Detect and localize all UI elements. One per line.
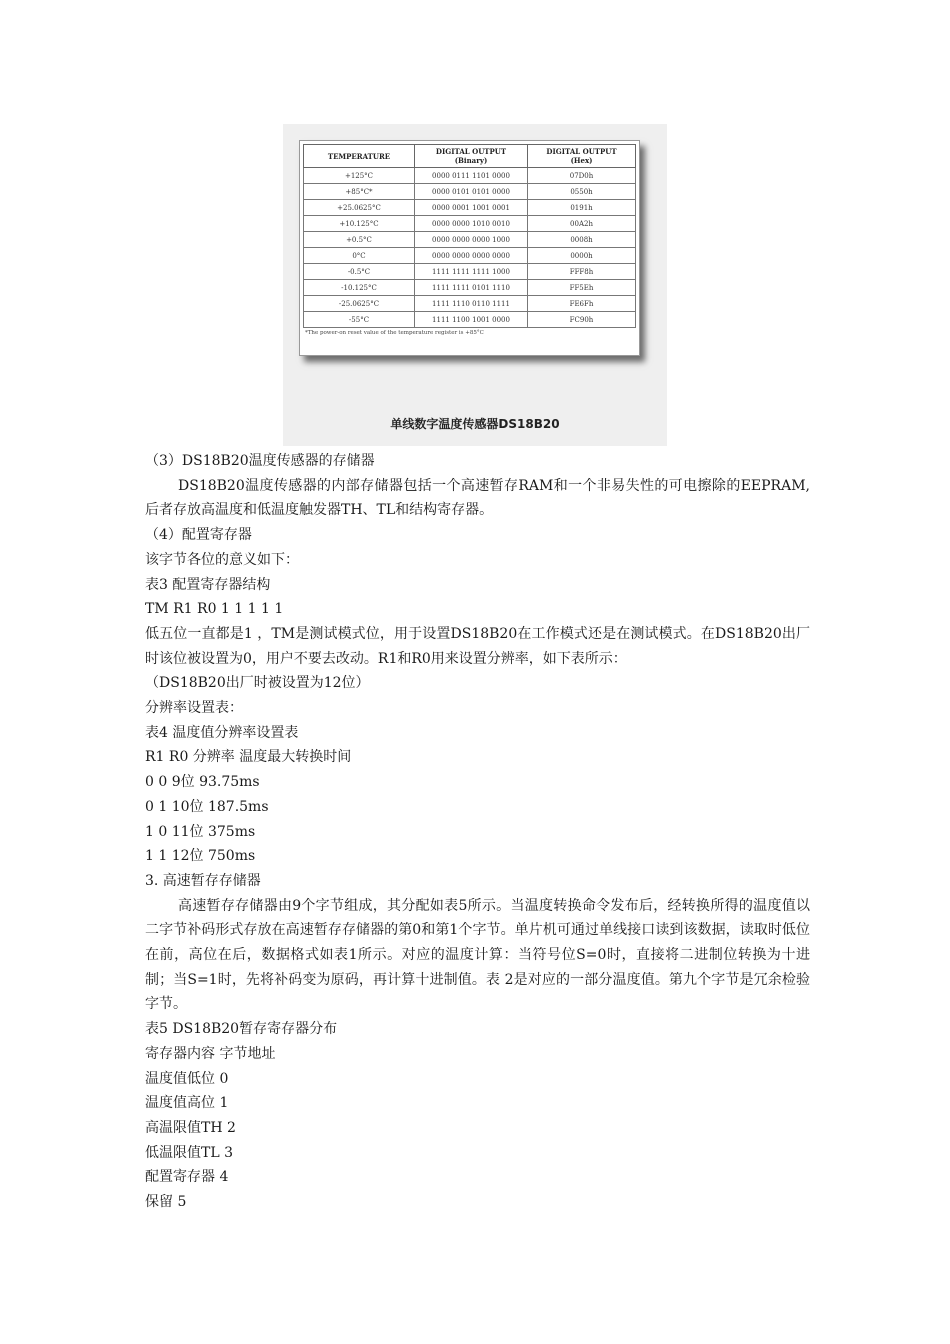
- text-line: 1 1 12位 750ms: [145, 848, 256, 865]
- table-footnote: *The power-on reset value of the temperature register is +85°C: [305, 330, 484, 336]
- figure-caption: 单线数字温度传感器DS18B20: [390, 417, 560, 431]
- text-line: 该字节各位的意义如下：: [145, 551, 299, 568]
- text-line: 低温限值TL 3: [145, 1144, 233, 1161]
- section-heading: （4）配置寄存器: [145, 527, 252, 544]
- temperature-data-table: [303, 144, 636, 328]
- text-line: TM R1 R0 1 1 1 1 1: [145, 601, 284, 618]
- section-heading: 3. 高速暂存存储器: [145, 872, 261, 889]
- text-line: 0 1 10位 187.5ms: [145, 798, 269, 815]
- paragraph: DS18B20温度传感器的内部存储器包括一个高速暂存RAM和一个非易失性的可电擦除的EEPRAM,后者存放高温度和低温度触发器TH、TL和结构寄存器。: [145, 477, 810, 519]
- temperature-data-table-image: [299, 140, 640, 356]
- text-line: 配置寄存器 4: [145, 1169, 229, 1186]
- text-line: （DS18B20出厂时被设置为12位）: [145, 675, 370, 692]
- header-hex: DIGITAL OUTPUT (Hex): [528, 145, 636, 168]
- text-line: 寄存器内容 字节地址: [145, 1045, 276, 1062]
- paragraph: 低五位一直都是1 ，TM是测试模式位，用于设置DS18B20在工作模式还是在测试模式。在DS18B20出厂时该位被设置为0，用户不要去改动。R1和R0用来设置分辨率，如下表所示：: [145, 625, 810, 667]
- text-line: 1 0 11位 375ms: [145, 823, 256, 840]
- table-row: -0.5°C 1111 1111 1111 1000 FFF8h: [304, 264, 636, 280]
- table-row: -55°C 1111 1100 1001 0000 FC90h: [304, 312, 636, 328]
- text-line: 温度值低位 0: [145, 1070, 229, 1087]
- text-line: 高温限值TH 2: [145, 1119, 236, 1136]
- ds18b20-figure: [283, 124, 667, 446]
- table-row: 0°C 0000 0000 0000 0000 0000h: [304, 248, 636, 264]
- section-heading: （3）DS18B20温度传感器的存储器: [145, 453, 375, 469]
- header-temperature: TEMPERATURE: [304, 145, 415, 168]
- table-row: +0.5°C 0000 0000 0000 1000 0008h: [304, 232, 636, 248]
- paragraph: 高速暂存存储器由9个字节组成，其分配如表5所示。当温度转换命令发布后，经转换所得的温度值以二字节补码形式存放在高速暂存存储器的第0和第1个字节。单片机可通过单线接口读到该数据，读取时低位在前，高位在后，数据格式如表1所示。对应的温度计算：当符号位S=0时，直接将二进制位转换为十进制；当S=1时，先将补码变为原码，再计算十进制值。表 2是对应的一部分温度值。第九个字节是冗余检验字节。: [145, 897, 810, 1013]
- table-row: -25.0625°C 1111 1110 0110 1111 FE6Fh: [304, 296, 636, 312]
- table-row: -10.125°C 1111 1111 0101 1110 FF5Eh: [304, 280, 636, 296]
- table-header-row: [304, 145, 636, 168]
- table-title: 表4 温度值分辨率设置表: [145, 724, 299, 741]
- text-line: R1 R0 分辨率 温度最大转换时间: [145, 749, 352, 766]
- text-line: 保留 5: [145, 1194, 187, 1211]
- text-line: 温度值高位 1: [145, 1095, 229, 1112]
- header-binary: DIGITAL OUTPUT (Binary): [415, 145, 528, 168]
- text-line: 0 0 9位 93.75ms: [145, 774, 260, 791]
- table-title: 表3 配置寄存器结构: [145, 576, 271, 593]
- table-row: +25.0625°C 0000 0001 1001 0001 0191h: [304, 200, 636, 216]
- table-row: +10.125°C 0000 0000 1010 0010 00A2h: [304, 216, 636, 232]
- table-title: 表5 DS18B20暂存寄存器分布: [145, 1021, 338, 1038]
- document-body: [145, 449, 810, 1215]
- table-row: +85°C* 0000 0101 0101 0000 0550h: [304, 184, 636, 200]
- text-line: 分辨率设置表：: [145, 700, 243, 717]
- table-row: +125°C 0000 0111 1101 0000 07D0h: [304, 168, 636, 184]
